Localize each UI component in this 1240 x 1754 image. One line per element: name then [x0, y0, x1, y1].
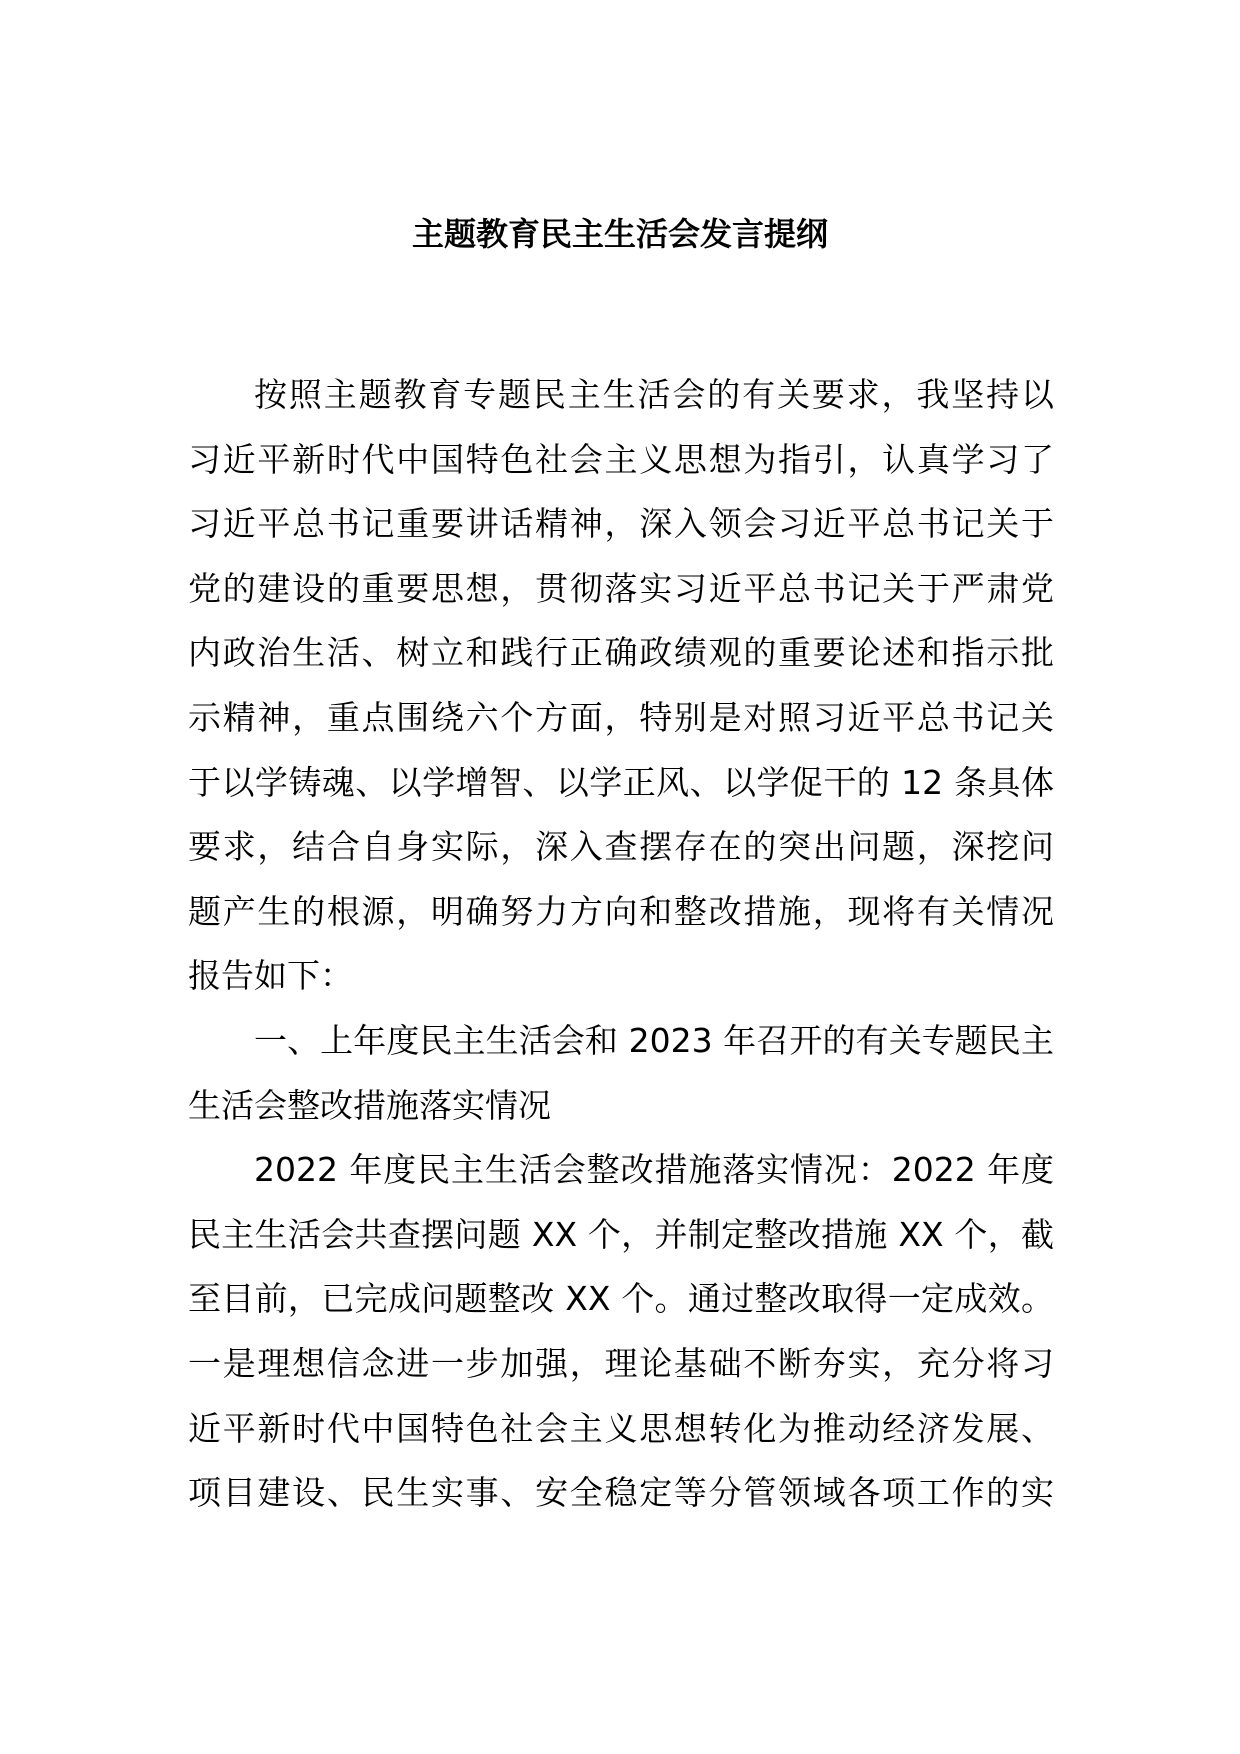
text-line: 近平新时代中国特色社会主义思想转化为推动经济发展、 — [188, 1409, 1054, 1448]
text-line: 按照主题教育专题民主生活会的有关要求，我坚持以 — [254, 375, 1054, 414]
text-line: 一是理想信念进一步加强，理论基础不断夯实，充分将习 — [188, 1344, 1054, 1383]
text-line: 示精神，重点围绕六个方面，特别是对照习近平总书记关 — [188, 698, 1054, 737]
text-line: 党的建设的重要思想，贯彻落实习近平总书记关于严肃党 — [188, 569, 1054, 608]
text-line: 于以学铸魂、以学增智、以学正风、以学促干的 12 条具体 — [188, 763, 1054, 802]
text-line: 民主生活会共查摆问题 XX 个，并制定整改措施 XX 个，截 — [188, 1215, 1054, 1254]
text-line: 题产生的根源，明确努力方向和整改措施，现将有关情况 — [188, 892, 1054, 931]
text-line: 报告如下： — [188, 956, 353, 995]
text-line: 项目建设、民生实事、安全稳定等分管领域各项工作的实 — [188, 1473, 1054, 1512]
text-line: 习近平总书记重要讲话精神，深入领会习近平总书记关于 — [188, 504, 1054, 543]
text-line: 要求，结合自身实际，深入查摆存在的突出问题，深挖问 — [188, 827, 1054, 866]
text-line: 习近平新时代中国特色社会主义思想为指引，认真学习了 — [188, 440, 1054, 479]
text-line: 内政治生活、树立和践行正确政绩观的重要论述和指示批 — [188, 633, 1054, 672]
text-line: 至目前，已完成问题整改 XX 个。通过整改取得一定成效。 — [188, 1279, 1054, 1318]
document-title: 主题教育民主生活会发言提纲 — [411, 215, 828, 253]
section-heading-line: 生活会整改措施落实情况 — [188, 1086, 551, 1125]
section-heading-line: 一、上年度民主生活会和 2023 年召开的有关专题民主 — [254, 1021, 1054, 1060]
text-line: 2022 年度民主生活会整改措施落实情况：2022 年度 — [254, 1150, 1054, 1189]
